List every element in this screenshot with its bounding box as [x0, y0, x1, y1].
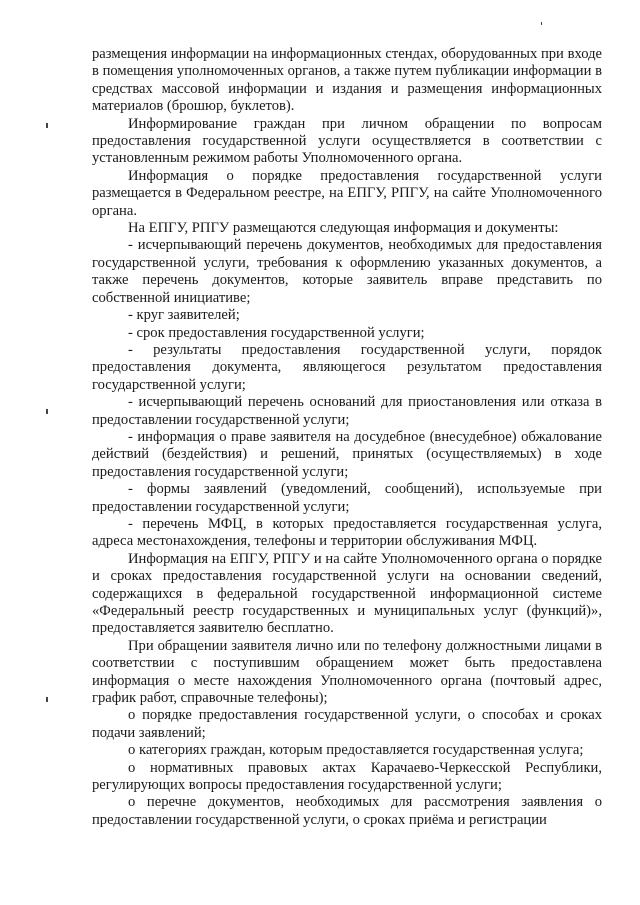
paragraph-3: Информация о порядке предоставления государственной услуги размещается в Федеральном реестре, на ЕПГУ, РПГУ, на сайте Уполномоченного органа.: [92, 167, 602, 219]
paragraph-in-person: При обращении заявителя лично или по телефону должностными лицами в соответствии с поступившим обращением может быть предоставлена информация о месте нахождения Уполномоченного органа (почтовый адрес, график работ, справочные телефоны);: [92, 637, 602, 707]
scan-mark: [541, 22, 542, 25]
list-item-documents: - исчерпывающий перечень документов, необходимых для предоставления государственной услуги, требования к оформлению указанных документов, а также перечень документов, которые заявитель вправе представить по собственной инициативе;: [92, 237, 602, 306]
paragraph-2: Информирование граждан при личном обращении по вопросам предоставления государственной услуги осуществляется в соответствии с установленным режимом работы Уполномоченного органа.: [92, 115, 602, 167]
list-item-term: - срок предоставления государственной услуги;: [128, 324, 425, 341]
paragraph-procedure: о порядке предоставления государственной услуги, о способах и сроках подачи заявлений;: [92, 707, 602, 741]
scan-mark: [46, 123, 48, 128]
paragraph-1: размещения информации на информационных стендах, оборудованных при входе в помещения уполномоченных органов, а также путем публикации информации в средствах массовой информации и издания и размещения информационных материалов (брошюр, буклетов).: [92, 46, 602, 115]
list-item-forms: - формы заявлений (уведомлений, сообщений), используемые при предоставлении государственной услуги;: [92, 481, 602, 515]
list-item-results: - результаты предоставления государственной услуги, порядок предоставления документа, являющегося результатом предоставления государственной услуги;: [92, 341, 602, 393]
scan-mark: [46, 697, 48, 702]
list-item-grounds: - исчерпывающий перечень оснований для приостановления или отказа в предоставлении государственной услуги;: [92, 394, 602, 428]
list-item-appeal: - информация о праве заявителя на досудебное (внесудебное) обжалование действий (бездействия) и решений, принятых (осуществляемых) в ходе предоставления государственной услуги;: [92, 428, 602, 480]
list-item-mfc: - перечень МФЦ, в которых предоставляется государственная услуга, адреса местонахождения, телефоны и территории обслуживания МФЦ.: [92, 515, 602, 550]
list-item-applicants: - круг заявителей;: [128, 307, 240, 324]
paragraph-documents-list: о перечне документов, необходимых для рассмотрения заявления о предоставлении государственной услуги, о сроках приёма и регистрации: [92, 794, 602, 828]
document-page: [92, 46, 602, 829]
paragraph-4: На ЕПГУ, РПГУ размещаются следующая информация и документы:: [128, 220, 559, 237]
paragraph-legal-acts: о нормативных правовых актах Карачаево-Черкесской Республики, регулирующих вопросы предоставления государственной услуги;: [92, 759, 602, 794]
paragraph-free-info: Информация на ЕПГУ, РПГУ и на сайте Уполномоченного органа о порядке и сроках предоставления государственной услуги на основании сведений, содержащихся в федеральной государственной информационной системе «Федеральный реестр государственных и муниципальных услуг (функций)», предоставляется заявителю бесплатно.: [92, 550, 602, 637]
paragraph-categories: о категориях граждан, которым предоставляется государственная услуга;: [128, 742, 584, 759]
scan-mark: [46, 409, 48, 414]
